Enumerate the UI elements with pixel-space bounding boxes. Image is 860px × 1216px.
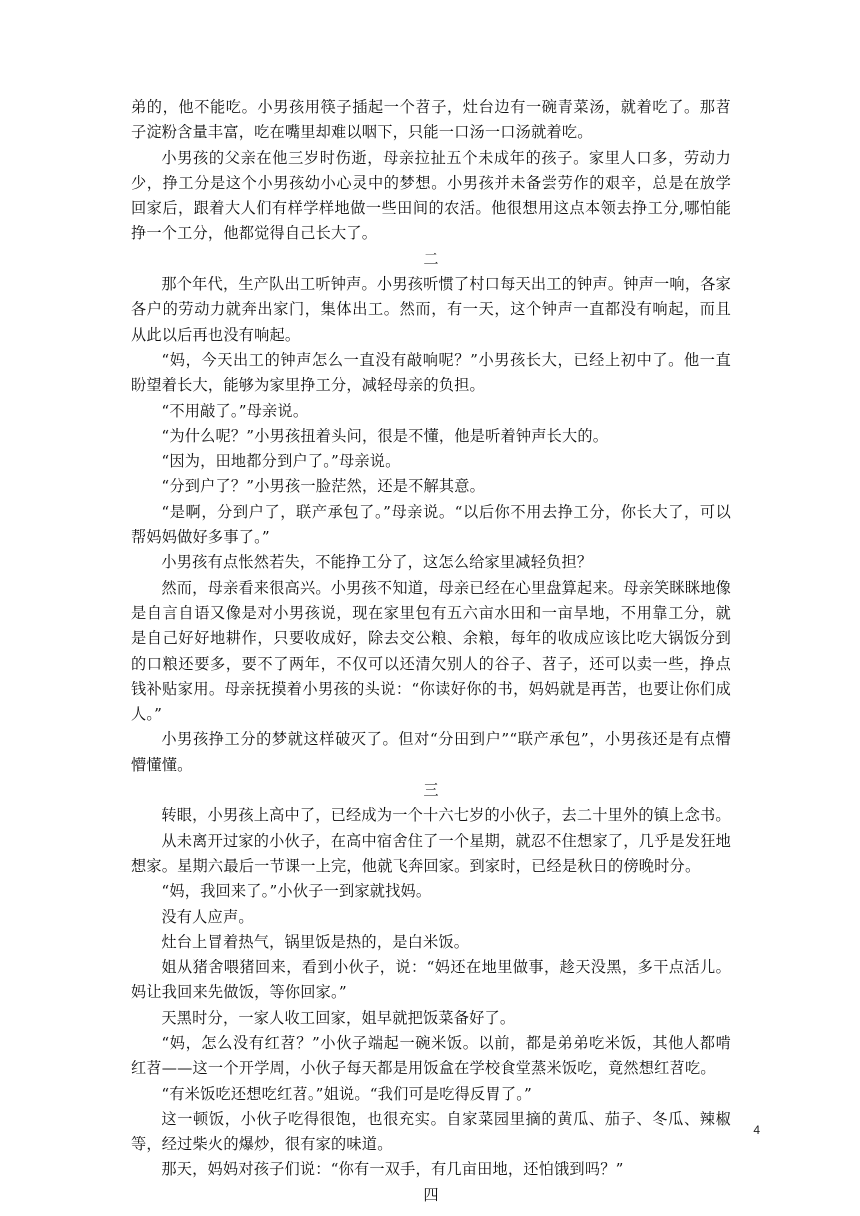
section-heading: 三 xyxy=(423,781,439,800)
paragraph: “分到户了？”小男孩一脸茫然，还是不解其意。 xyxy=(161,477,486,496)
paragraph: “妈，今天出工的钟声怎么一直没有敲响呢？”小男孩长大，已经上初中了。他一直盼望着长大，能够为家里挣工分，减轻母亲的负担。 xyxy=(131,350,731,395)
paragraph: 没有人应声。 xyxy=(161,907,254,926)
paragraph: 这一顿饭，小伙子吃得很饱，也很充实。自家菜园里摘的黄瓜、茄子、冬瓜、辣椒等，经过柴火的爆炒，很有家的味道。 xyxy=(131,1109,731,1154)
paragraph: 那天，妈妈对孩子们说：“你有一双手，有几亩田地，还怕饿到吗？” xyxy=(161,1160,624,1179)
document-body xyxy=(131,95,731,1208)
paragraph: “妈，怎么没有红苕？”小伙子端起一碗米饭。以前，都是弟弟吃米饭，其他人都啃红苕——这一个开学周，小伙子每天都是用饭盒在学校食堂蒸米饭吃，竟然想红苕吃。 xyxy=(131,1033,731,1078)
paragraph: 弟的，他不能吃。小男孩用筷子插起一个苕子，灶台边有一碗青菜汤，就着吃了。那苕子淀粉含量丰富，吃在嘴里却难以咽下，只能一口汤一口汤就着吃。 xyxy=(131,98,731,142)
section-heading: 四 xyxy=(423,1185,439,1204)
paragraph: “是啊，分到户了，联产承包了。”母亲说。“以后你不用去挣工分，你长大了，可以帮妈妈做好多事了。” xyxy=(131,502,731,547)
paragraph: 天黑时分，一家人收工回家，姐早就把饭菜备好了。 xyxy=(161,1008,516,1027)
paragraph: “为什么呢？”小男孩扭着头问，很是不懂，他是听着钟声长大的。 xyxy=(161,426,609,445)
paragraph: 从未离开过家的小伙子，在高中宿舍住了一个星期，就忍不住想家了，几乎是发狂地想家。星期六最后一节课一上完，他就飞奔回家。到家时，已经是秋日的傍晚时分。 xyxy=(131,831,731,875)
paragraph: “有米饭吃还想吃红苕。”姐说。“我们可是吃得反胃了。” xyxy=(161,1084,532,1103)
paragraph: 然而，母亲看来很高兴。小男孩不知道，母亲已经在心里盘算起来。母亲笑眯眯地像是自言自语又像是对小男孩说，现在家里包有五六亩水田和一亩旱地，不用靠工分，就是自己好好地耕作，只要收成好，除去交公粮、余粮，每年的收成应该比吃大锅饭分到的口粮还要多，要不了两年，不仅可以还清欠别人的谷子、苕子，还可以卖一些，挣点钱补贴家用。母亲抚摸着小男孩的头说：“你读好你的书，妈妈就是再苦，也要让你们成人。” xyxy=(131,578,731,724)
paragraph: 小男孩有点怅然若失，不能挣工分了，这怎么给家里减轻负担？ xyxy=(161,553,593,572)
paragraph: 小男孩挣工分的梦就这样破灭了。但对“分田到户”“联产承包”，小男孩还是有点懵懵懂懂。 xyxy=(131,730,731,774)
paragraph: “不用敲了。”母亲说。 xyxy=(161,401,309,420)
paragraph: 小男孩的父亲在他三岁时伤逝，母亲拉扯五个未成年的孩子。家里人口多，劳动力少，挣工分是这个小男孩幼小心灵中的梦想。小男孩并未备尝劳作的艰辛，总是在放学回家后，跟着大人们有样学样地做一些田间的农活。他很想用这点本领去挣工分,哪怕能挣一个工分，他都觉得自己长大了。 xyxy=(131,148,731,243)
paragraph: 转眼，小男孩上高中了，已经成为一个十六七岁的小伙子，去二十里外的镇上念书。 xyxy=(161,806,731,825)
paragraph: 姐从猪舍喂猪回来，看到小伙子，说：“妈还在地里做事，趁天没黑，多干点活儿。妈让我回来先做饭，等你回家。” xyxy=(131,958,731,1002)
paragraph: “因为，田地都分到户了。”母亲说。 xyxy=(161,452,401,471)
section-heading: 二 xyxy=(423,249,439,268)
paragraph: 那个年代，生产队出工听钟声。小男孩听惯了村口每天出工的钟声。钟声一响，各家各户的劳动力就奔出家门，集体出工。然而，有一天，这个钟声一直都没有响起，而且从此以后再也没有响起。 xyxy=(131,275,731,344)
paragraph: “妈，我回来了。”小伙子一到家就找妈。 xyxy=(161,882,432,901)
page-number: 4 xyxy=(753,1123,760,1137)
paragraph: 灶台上冒着热气，锅里饭是热的，是白米饭。 xyxy=(161,932,470,951)
